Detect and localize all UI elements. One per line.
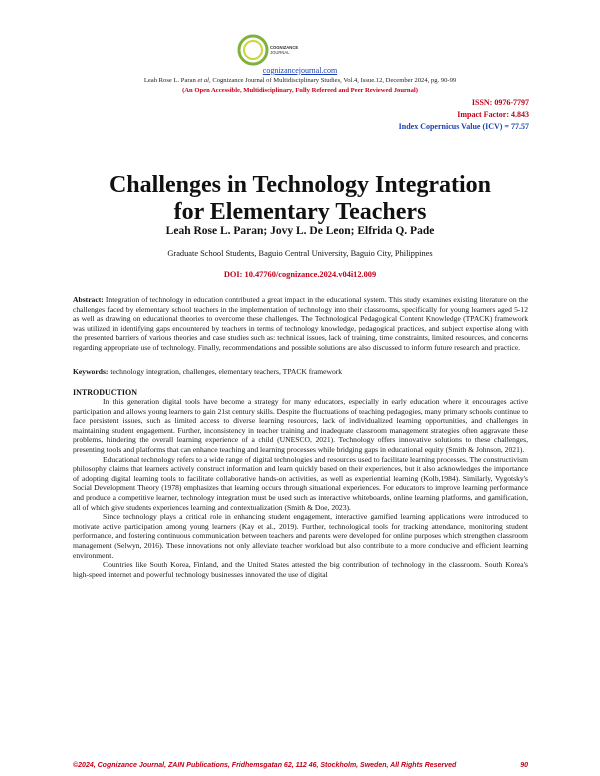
- svg-text:JOURNAL: JOURNAL: [270, 50, 290, 55]
- impact-factor: Impact Factor: 4.843: [457, 110, 529, 119]
- section-heading-introduction: INTRODUCTION: [73, 388, 138, 397]
- authors: Leah Rose L. Paran; Jovy L. De Leon; Elfrida Q. Pade: [165, 225, 435, 237]
- icv-value: Index Copernicus Value (ICV) = 77.57: [398, 122, 529, 131]
- journal-logo: [233, 34, 299, 68]
- footer-copyright: ©2024, Cognizance Journal, ZAIN Publications, Fridhemsgatan 62, 112 46, Stockholm, Sweden, All Rights Reserved: [73, 762, 457, 769]
- paragraph: Educational technology refers to a wide range of digital technologies and resources used to facilitate learning processes. The constructivism philosophy claims that learners actively construct information and learn quickly based on their experiences, but it also acknowledges the importance of adopting digital learning tools to facilitate collaborative hands-on activities, as well as experiential learning (Kolb,1984). Similarly, Vygotsky's Social Development Theory (1978) emphasizes that learning occurs through situational experiences. For educators to improve learning performance and produce a competitive learner, technology integration must be used such as interactive whiteboards, online learning platforms, and gamification, all of which give students experiences learning and contextualization (Smith & Doe, 2023).: [73, 454, 528, 512]
- doi[interactable]: DOI: 10.47760/cognizance.2024.v04i12.009: [223, 270, 377, 279]
- introduction-body: [73, 397, 528, 579]
- logo-text: COGNIZANCE: [270, 45, 299, 50]
- issn: ISSN: 0976-7797: [471, 98, 529, 107]
- page-footer: [73, 762, 528, 769]
- affiliation: Graduate School Students, Baguio Central University, Baguio City, Philippines: [167, 249, 433, 258]
- open-access-line: (An Open Accessible, Multidisciplinary, Fully Refereed and Peer Reviewed Journal): [182, 87, 418, 94]
- page-number: 90: [520, 762, 528, 769]
- paragraph: Since technology plays a critical role in enhancing student engagement, interactive gamified learning applications were introduced to motivate active participation among young learners (Kay et al., 2019). Further, technological tools for tracking attendance, monitoring student performance, and fostering continuous communication between teachers and parents were developed for online purposes which strengthen classroom management (Selwyn, 2016). These innovations not only alleviate teacher workload but also contribute to a more conducive and efficient learning environment.: [73, 512, 528, 560]
- site-link[interactable]: cognizancejournal.com: [262, 66, 338, 75]
- citation-line: Leah Rose L. Paran et al, Cognizance Journal of Multidisciplinary Studies, Vol.4, Issue.12, December 2024, pg. 90-99: [143, 77, 457, 84]
- paragraph: In this generation digital tools have become a strategy for many educators, especially in early education where it encourages active participation and allows young learners to gain 21st century skills. Despite the fluctuations of teaching pedagogies, many primary schools continue to face persistent issues, such as limited access to diverse learning resources, lack of individualized learning opportunities, and challenges in maintaining student engagement. Further, inconsistency in teacher training and inadequate classroom management strategies often aggravate these problems, hindering the overall learning experience of a child (UNESCO, 2021). Technology offers innovative solutions to these challenges, presenting tools and platforms that can enhance teaching and learning processes while bridging gaps in educational equity (Smith & Johnson, 2021).: [73, 397, 528, 454]
- paragraph: Countries like South Korea, Finland, and the United States attested the big contribution of technology in the classroom. South Korea's high-speed internet and powerful technology businesses innovated the use of digital: [73, 560, 528, 579]
- paper-title: Challenges in Technology Integration for Elementary Teachers: [108, 172, 492, 225]
- keywords: Keywords: technology integration, challenges, elementary teachers, TPACK framework: [73, 367, 343, 376]
- abstract: Abstract: Integration of technology in education contributed a great impact in the educational system. This study examines existing literature on the challenges faced by elementary school teachers in the implementation of technology into their classrooms, specifically for young learners aged 5-12 as well as drawing on educational theories to overcome these challenges. The Technological Pedagogical Content Knowledge (TPACK) framework was utilized in identifying gaps encountered by teachers in terms of technology knowledge, pedagogical practices, and subject expertise along with the presented barriers of various theories and case studies such as: technical issues, lack of training, time constraints, limited resources, and concerns regarding appropriate use of technology. Finally, recommendations and possible solutions are also discussed to inform future research and practice.: [73, 295, 528, 352]
